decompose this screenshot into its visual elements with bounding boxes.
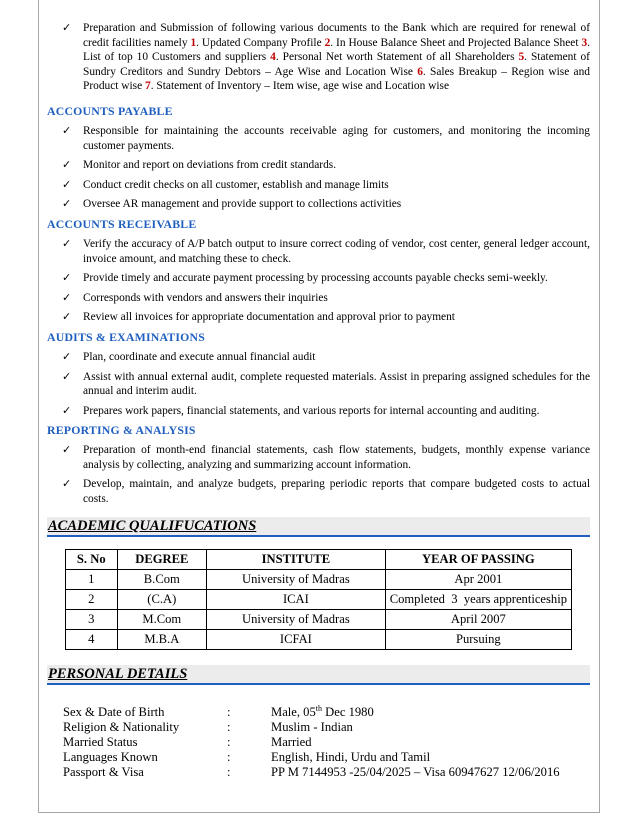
section-accounts-payable	[47, 104, 590, 212]
list-item	[47, 178, 590, 193]
personal-colon: :	[227, 705, 231, 719]
personal-colon: :	[227, 735, 231, 749]
personal-row	[63, 735, 590, 750]
check-icon: ✓	[62, 477, 72, 491]
list-item	[47, 350, 590, 365]
intro-text: Preparation and Submission of following various documents to the Bank which are required for renewal of credit facilities namely 1. Updated Company Profile 2. In House Balance Sheet and Projected Balance Sheet 3. List of top 10 Customers and suppliers 4. Personal Net worth Statement of all Shareholders 5. Statement of Sundry Creditors and Sundry Debtors – Age Wise and Location Wise 6. Sales Breakup – Region wise and Product wise 7. Statement of Inventory – Item wise, age wise and Location wise	[83, 22, 590, 93]
academic-section	[47, 517, 590, 650]
check-icon: ✓	[62, 403, 72, 417]
section-audits	[47, 330, 590, 418]
check-icon: ✓	[62, 310, 72, 324]
header-sno: S. No	[66, 550, 118, 570]
table-row	[66, 630, 572, 650]
personal-row	[63, 750, 590, 765]
table-cell: M.B.A	[117, 630, 207, 650]
personal-label: Married Status	[63, 735, 138, 749]
table-cell: M.Com	[117, 610, 207, 630]
academic-table	[65, 549, 572, 650]
personal-label: Languages Known	[63, 750, 158, 764]
bullet-list	[47, 443, 590, 506]
table-cell: 1	[66, 570, 118, 590]
list-item	[47, 477, 590, 506]
list-item-text: Develop, maintain, and analyze budgets, preparing periodic reports that compare budgeted costs to actual costs.	[83, 478, 590, 506]
table-cell: B.Com	[117, 570, 207, 590]
check-icon: ✓	[62, 236, 72, 250]
list-item-text: Responsible for maintaining the accounts receivable aging for customers, and monitoring the incoming customer payments.	[83, 124, 590, 152]
table-cell: April 2007	[385, 610, 571, 630]
table-row	[66, 610, 572, 630]
personal-colon: :	[227, 750, 231, 764]
personal-colon: :	[227, 765, 231, 779]
check-icon: ✓	[62, 177, 72, 191]
table-row	[66, 590, 572, 610]
table-cell: University of Madras	[207, 610, 386, 630]
personal-label: Sex & Date of Birth	[63, 705, 165, 719]
table-cell: 4	[66, 630, 118, 650]
list-item-text: Monitor and report on deviations from credit standards.	[83, 159, 337, 172]
section-heading: REPORTING & ANALYSIS	[47, 423, 196, 438]
intro-bullet	[47, 21, 590, 94]
personal-row	[63, 720, 590, 735]
personal-value: Married	[271, 735, 312, 749]
section-heading: ACCOUNTS PAYABLE	[47, 103, 173, 118]
bullet-list	[47, 237, 590, 325]
check-icon: ✓	[62, 290, 72, 304]
table-cell: (C.A)	[117, 590, 207, 610]
list-item	[47, 291, 590, 306]
intro-list	[47, 21, 590, 94]
personal-value: Muslim - Indian	[271, 720, 353, 734]
list-item	[47, 310, 590, 325]
list-item	[47, 404, 590, 419]
table-cell: 3	[66, 610, 118, 630]
table-cell: Pursuing	[385, 630, 571, 650]
personal-row	[63, 705, 590, 720]
table-cell: ICFAI	[207, 630, 386, 650]
personal-label: Passport & Visa	[63, 765, 144, 779]
list-item	[47, 271, 590, 286]
list-item	[47, 370, 590, 399]
check-icon: ✓	[62, 443, 72, 457]
table-cell: Apr 2001	[385, 570, 571, 590]
personal-heading-band	[47, 665, 590, 685]
resume-content	[47, 0, 590, 512]
section-heading: ACCOUNTS RECEIVABLE	[47, 216, 197, 231]
list-item-text: Oversee AR management and provide support to collections activities	[83, 198, 402, 211]
academic-heading-band	[47, 517, 590, 537]
academic-title: ACADEMIC QUALIFUCATIONS	[48, 518, 257, 534]
check-icon: ✓	[62, 21, 72, 34]
list-item	[47, 158, 590, 173]
bullet-list	[47, 124, 590, 212]
list-item	[47, 237, 590, 266]
personal-label: Religion & Nationality	[63, 720, 180, 734]
personal-colon: :	[227, 720, 231, 734]
list-item-text: Review all invoices for appropriate documentation and approval prior to payment	[83, 311, 455, 324]
header-degree: DEGREE	[117, 550, 207, 570]
check-icon: ✓	[62, 123, 72, 137]
personal-title: PERSONAL DETAILS	[48, 666, 188, 682]
personal-details-list	[63, 705, 590, 780]
table-cell: Completed 3 years apprenticeship	[385, 590, 571, 610]
personal-value: Male, 05th Dec 1980	[271, 703, 374, 719]
check-icon: ✓	[62, 197, 72, 211]
table-header-row	[66, 550, 572, 570]
list-item-text: Conduct credit checks on all customer, establish and manage limits	[83, 178, 389, 191]
list-item-text: Plan, coordinate and execute annual financial audit	[83, 350, 316, 363]
header-year: YEAR OF PASSING	[385, 550, 571, 570]
section-reporting	[47, 423, 590, 506]
section-heading: AUDITS & EXAMINATIONS	[47, 329, 206, 344]
check-icon: ✓	[62, 369, 72, 383]
check-icon: ✓	[62, 349, 72, 363]
table-row	[66, 570, 572, 590]
personal-value: PP M 7144953 -25/04/2025 – Visa 60947627 12/06/2016	[271, 765, 560, 779]
list-item	[47, 443, 590, 472]
table-cell: ICAI	[207, 590, 386, 610]
list-item	[47, 197, 590, 212]
check-icon: ✓	[62, 158, 72, 172]
check-icon: ✓	[62, 271, 72, 285]
table-cell: University of Madras	[207, 570, 386, 590]
header-institute: INSTITUTE	[207, 550, 386, 570]
table-cell: 2	[66, 590, 118, 610]
list-item-text: Provide timely and accurate payment processing by processing accounts payable checks semi-weekly.	[83, 272, 548, 285]
list-item	[47, 124, 590, 153]
section-accounts-receivable	[47, 217, 590, 325]
personal-value: English, Hindi, Urdu and Tamil	[271, 750, 431, 764]
list-item-text: Assist with annual external audit, complete requested materials. Assist in preparing assigned schedules for the annual and interim audit.	[83, 370, 590, 398]
list-item-text: Preparation of month-end financial statements, cash flow statements, budgets, monthly expense variance analysis by collecting, analyzing and summarizing account information.	[83, 444, 590, 471]
bullet-list	[47, 350, 590, 418]
personal-section	[47, 665, 590, 780]
list-item-text: Verify the accuracy of A/P batch output to insure correct coding of vendor, cost center, general ledger account, invoice amount, and matching these to check.	[83, 237, 590, 265]
personal-row	[63, 765, 590, 780]
list-item-text: Prepares work papers, financial statements, and various reports for internal accounting and auditing.	[83, 404, 540, 417]
list-item-text: Corresponds with vendors and answers their inquiries	[83, 291, 328, 304]
